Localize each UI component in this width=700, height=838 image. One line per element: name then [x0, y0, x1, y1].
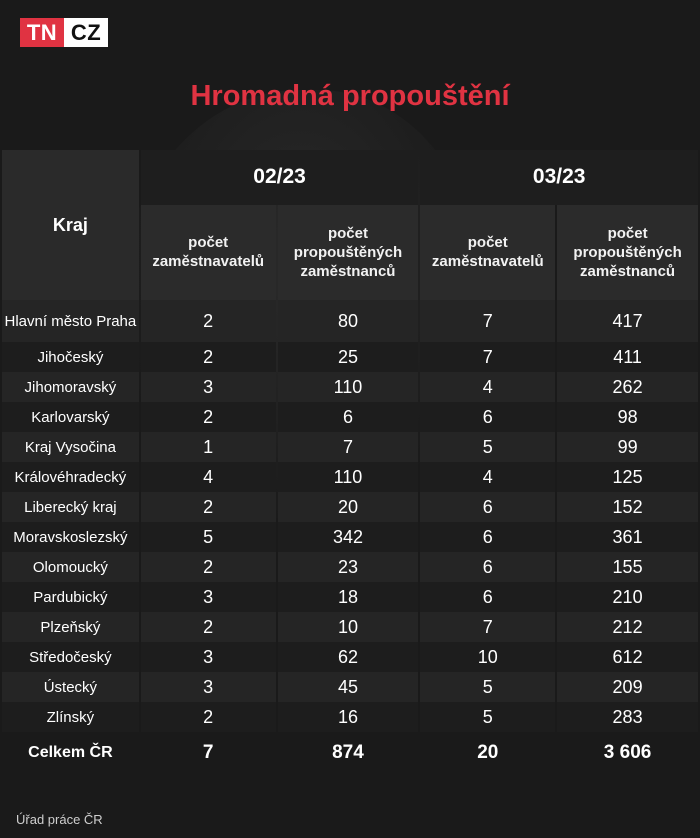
value-cell: 2 — [141, 402, 276, 432]
header-kraj: Kraj — [2, 150, 139, 300]
value-cell: 6 — [420, 522, 555, 552]
value-cell: 210 — [557, 582, 698, 612]
total-row — [2, 732, 698, 774]
value-cell: 5 — [420, 672, 555, 702]
value-cell: 2 — [141, 300, 276, 342]
value-cell: 4 — [420, 462, 555, 492]
value-cell: 7 — [420, 300, 555, 342]
region-cell: Plzeňský — [2, 612, 139, 642]
value-cell: 6 — [420, 492, 555, 522]
value-cell: 2 — [141, 342, 276, 372]
value-cell: 417 — [557, 300, 698, 342]
header-employees-2: počet propouštěných zaměstnanců — [557, 205, 698, 300]
region-cell: Karlovarský — [2, 402, 139, 432]
value-cell: 7 — [420, 612, 555, 642]
table-row — [2, 342, 698, 372]
table-row — [2, 522, 698, 552]
value-cell: 283 — [557, 702, 698, 732]
total-label: Celkem ČR — [2, 732, 139, 774]
table-row — [2, 300, 698, 342]
value-cell: 3 — [141, 372, 276, 402]
value-cell: 2 — [141, 552, 276, 582]
total-employees-1: 874 — [278, 732, 419, 774]
table-row — [2, 642, 698, 672]
value-cell: 3 — [141, 582, 276, 612]
logo-cz: CZ — [64, 18, 108, 47]
value-cell: 1 — [141, 432, 276, 462]
value-cell: 23 — [278, 552, 419, 582]
value-cell: 62 — [278, 642, 419, 672]
value-cell: 125 — [557, 462, 698, 492]
page-title: Hromadná propouštění — [190, 80, 510, 112]
value-cell: 2 — [141, 492, 276, 522]
value-cell: 152 — [557, 492, 698, 522]
header-employers-2: počet zaměstnavatelů — [420, 205, 555, 300]
table-row — [2, 612, 698, 642]
value-cell: 212 — [557, 612, 698, 642]
value-cell: 3 — [141, 672, 276, 702]
value-cell: 45 — [278, 672, 419, 702]
value-cell: 262 — [557, 372, 698, 402]
value-cell: 6 — [420, 582, 555, 612]
source-note: Úřad práce ČR — [16, 812, 103, 827]
value-cell: 209 — [557, 672, 698, 702]
value-cell: 6 — [278, 402, 419, 432]
region-cell: Hlavní město Praha — [2, 300, 139, 342]
region-cell: Zlínský — [2, 702, 139, 732]
value-cell: 10 — [278, 612, 419, 642]
header-period-2: 03/23 — [420, 150, 698, 205]
value-cell: 5 — [420, 432, 555, 462]
total-employers-1: 7 — [141, 732, 276, 774]
value-cell: 18 — [278, 582, 419, 612]
header-employers-1: počet zaměstnavatelů — [141, 205, 276, 300]
region-cell: Olomoucký — [2, 552, 139, 582]
value-cell: 5 — [141, 522, 276, 552]
logo-tn: TN — [20, 18, 64, 47]
table-row — [2, 492, 698, 522]
value-cell: 6 — [420, 402, 555, 432]
value-cell: 4 — [141, 462, 276, 492]
total-employers-2: 20 — [420, 732, 555, 774]
value-cell: 20 — [278, 492, 419, 522]
total-employees-2: 3 606 — [557, 732, 698, 774]
table-row — [2, 582, 698, 612]
region-cell: Pardubický — [2, 582, 139, 612]
value-cell: 342 — [278, 522, 419, 552]
value-cell: 411 — [557, 342, 698, 372]
table-row — [2, 432, 698, 462]
region-cell: Ústecký — [2, 672, 139, 702]
table-row — [2, 552, 698, 582]
value-cell: 98 — [557, 402, 698, 432]
value-cell: 7 — [420, 342, 555, 372]
table-row — [2, 462, 698, 492]
region-cell: Královéhradecký — [2, 462, 139, 492]
region-cell: Středočeský — [2, 642, 139, 672]
region-cell: Kraj Vysočina — [2, 432, 139, 462]
value-cell: 99 — [557, 432, 698, 462]
value-cell: 110 — [278, 462, 419, 492]
value-cell: 5 — [420, 702, 555, 732]
region-cell: Liberecký kraj — [2, 492, 139, 522]
tn-cz-logo[interactable] — [20, 18, 108, 47]
value-cell: 2 — [141, 702, 276, 732]
layoffs-table — [0, 150, 700, 774]
value-cell: 16 — [278, 702, 419, 732]
header-employees-1: počet propouštěných zaměstnanců — [278, 205, 419, 300]
table-row — [2, 372, 698, 402]
value-cell: 10 — [420, 642, 555, 672]
value-cell: 110 — [278, 372, 419, 402]
value-cell: 4 — [420, 372, 555, 402]
header-period-1: 02/23 — [141, 150, 419, 205]
table-row — [2, 402, 698, 432]
value-cell: 80 — [278, 300, 419, 342]
value-cell: 7 — [278, 432, 419, 462]
value-cell: 612 — [557, 642, 698, 672]
value-cell: 6 — [420, 552, 555, 582]
value-cell: 155 — [557, 552, 698, 582]
table-row — [2, 702, 698, 732]
value-cell: 3 — [141, 642, 276, 672]
region-cell: Jihomoravský — [2, 372, 139, 402]
region-cell: Moravskoslezský — [2, 522, 139, 552]
value-cell: 25 — [278, 342, 419, 372]
value-cell: 2 — [141, 612, 276, 642]
value-cell: 361 — [557, 522, 698, 552]
region-cell: Jihočeský — [2, 342, 139, 372]
table-row — [2, 672, 698, 702]
